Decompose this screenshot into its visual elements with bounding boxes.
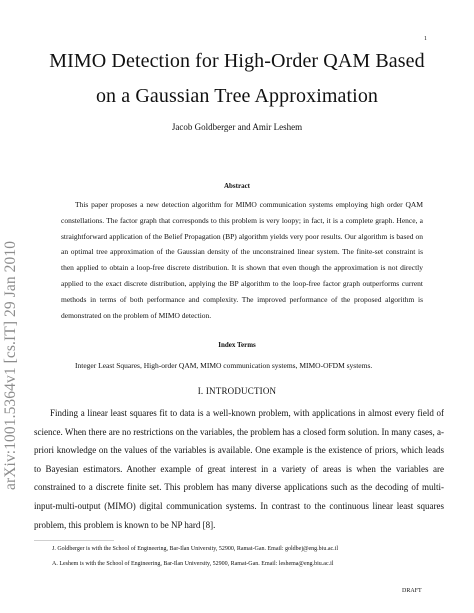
footnote-goldberger: J. Goldberger is with the School of Engineering, Bar-Ilan University, 52900, Ramat-Gan. Email: goldbej@eng.biu.ac.il — [52, 546, 339, 552]
footnote-leshem: A. Leshem is with the School of Engineering, Bar-Ilan University, 52900, Ramat-Gan. Email: leshema@eng.biu.ac.il — [52, 561, 334, 567]
author-list: Jacob Goldberger and Amir Leshem — [171, 122, 303, 132]
abstract-body: This paper proposes a new detection algorithm for MIMO communication systems employing high order QAM constellations. The factor graph that corresponds to this problem is very loopy; in fact, it is a complete graph. Hence, a straightforward application of the Belief Propagation (BP) algorithm yields very poor results. Our algorithm is based on an optimal tree approximation of the Gaussian density of the unconstrained linear system. The finite-set constraint is then applied to obtain a loop-free discrete distribution. It is shown that even though the approximation is not directly applied to the exact discrete distribution, applying the BP algorithm to the loop-free factor graph outperforms current methods in terms of both performance and complexity. The improved performance of the proposed algorithm is demonstrated on the problem of MIMO detection. — [61, 200, 423, 320]
paper-title-line-1: MIMO Detection for High-Order QAM Based — [49, 50, 425, 72]
introduction-body: Finding a linear least squares fit to data is a well-known problem, with applications in almost every field of science. When there are no restrictions on the variables, the problem has a closed form solution. In many cases, a-priori knowledge on the values of the variables is available. One example is the existence of priors, which leads to Bayesian estimators. Another example of great interest in a variety of areas is when the variables are constrained to a discrete finite set. This problem has many diverse applications such as the decoding of multi-input-multi-output (MIMO) digital communication systems. In contrast to the continuous linear least squares problem, this problem is known to be NP hard [8]. — [34, 408, 444, 530]
section-title-initial: I — [205, 386, 210, 396]
abstract-heading: Abstract — [223, 182, 251, 190]
index-terms-heading: Index Terms — [218, 341, 256, 349]
introduction-heading — [0, 386, 474, 396]
footnote-divider — [34, 540, 114, 541]
arxiv-identifier-stamp: arXiv:1001.5364v1 [cs.IT] 29 Jan 2010 — [2, 240, 19, 490]
index-terms-body: Integer Least Squares, High-order QAM, MIMO communication systems, MIMO-OFDM systems. — [75, 361, 373, 370]
section-title-rest: NTRODUCTION — [209, 386, 277, 396]
draft-label: DRAFT — [402, 588, 422, 594]
section-numeral: I. — [197, 386, 204, 396]
page-number: 1 — [424, 36, 427, 42]
paper-title-line-2: on a Gaussian Tree Approximation — [95, 85, 379, 107]
